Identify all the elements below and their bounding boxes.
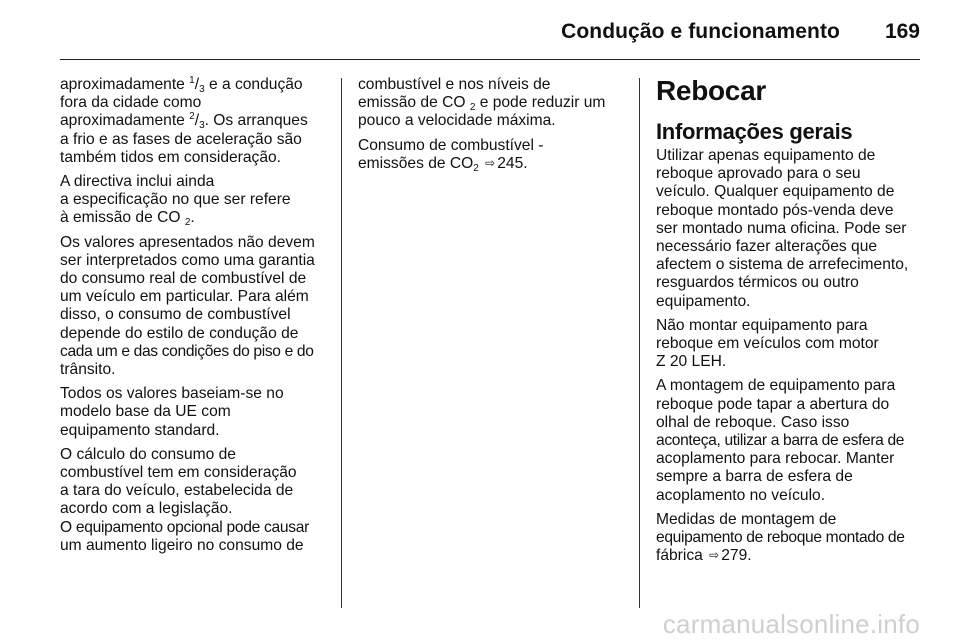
- text-line: trânsito.: [60, 361, 116, 379]
- column-left: [60, 76, 332, 561]
- page-reference-link[interactable]: 245.: [497, 154, 528, 172]
- paragraph-eu-base-model: [60, 385, 332, 440]
- subsection-heading: Informações gerais: [656, 119, 853, 144]
- text-line: equipamento standard.: [60, 421, 220, 439]
- text-line: combustível e nos níveis de: [358, 76, 551, 93]
- text-line: ser montado numa oficina. Pode ser: [656, 219, 907, 237]
- running-header-title: Condução e funcionamento: [561, 20, 840, 43]
- text-line: cada um e das condições do piso e do: [60, 342, 314, 360]
- text-line: necessário fazer alterações que: [656, 238, 878, 256]
- paragraph-approved-equipment: [656, 147, 928, 311]
- text-line: aproximadamente $^1/_3$ e a condução: [60, 75, 303, 95]
- paragraph-mounting-dimensions: [656, 511, 928, 566]
- paragraph-engine-restriction: [656, 317, 928, 372]
- section-heading: Rebocar: [656, 75, 766, 106]
- text-line: Todos os valores baseiam-se no: [60, 385, 284, 403]
- paragraph-directive: [60, 173, 332, 228]
- text-line: acordo com a legislação.: [60, 500, 233, 518]
- text-line: emissão de CO $_2$ e pode reduzir um: [358, 94, 606, 114]
- text-line: também tidos em consideração.: [60, 148, 282, 166]
- text-line: a frio e as fases de aceleração são: [60, 130, 302, 148]
- text-line: olhal de reboque. Caso isso: [656, 413, 850, 431]
- text-line: reboque pode tapar a abertura do: [656, 395, 890, 413]
- header-divider: [60, 59, 920, 60]
- page-reference-arrow-icon: ⇨: [485, 155, 496, 170]
- text-line: reboque em veículos com motor: [656, 335, 879, 353]
- paragraph-calculation: [60, 446, 332, 555]
- text-line: a especificação no que ser refere: [60, 191, 291, 209]
- text-line: A montagem de equipamento para: [656, 377, 896, 395]
- text-line: Medidas de montagem de: [656, 510, 837, 528]
- text-line: A directiva inclui ainda: [60, 173, 215, 191]
- text-line: veículo. Qualquer equipamento de: [656, 183, 895, 201]
- text-line: fábrica ⇨ 279.: [656, 547, 752, 565]
- paragraph-towing-eye: [656, 377, 928, 504]
- text-line: aproximadamente $^2/_3$. Os arranques: [60, 111, 308, 132]
- text-line: O equipamento opcional pode causar: [60, 518, 310, 536]
- page-number: 169: [884, 20, 920, 43]
- text-line: afectem o sistema de arrefecimento,: [656, 256, 909, 274]
- text-line: à emissão de CO $_2$.: [60, 209, 195, 229]
- paragraph-consumption-fractions: [60, 76, 332, 167]
- page-reference-arrow-icon: ⇨: [709, 548, 720, 563]
- column-divider-right: [639, 78, 640, 608]
- paragraph-emission-continued: [358, 76, 630, 131]
- text-line: acoplamento no veículo.: [656, 486, 826, 504]
- text-line: modelo base da UE com: [60, 403, 231, 421]
- paragraph-cross-reference: [358, 137, 630, 173]
- watermark: carmanualsonline.info: [662, 609, 920, 639]
- text-line: resguardos térmicos ou outro: [656, 274, 859, 292]
- text-line: reboque montado pós-venda deve: [656, 201, 894, 219]
- text-line: combustível tem em consideração: [60, 464, 297, 482]
- text-line: aconteça, utilizar a barra de esfera de: [656, 432, 905, 450]
- paragraph-values-disclaimer: [60, 234, 332, 380]
- text-line: Z 20 LEH.: [656, 353, 727, 371]
- text-line: Os valores apresentados não devem: [60, 233, 315, 251]
- column-right: [656, 76, 928, 571]
- text-line: depende do estilo de condução de: [60, 324, 299, 342]
- text-line: a tara do veículo, estabelecida de: [60, 482, 294, 500]
- text-line: equipamento de reboque montado de: [656, 529, 905, 547]
- text-line: Consumo de combustível -: [358, 136, 544, 154]
- text-line: equipamento.: [656, 292, 751, 310]
- text-line: fora da cidade como: [60, 94, 202, 112]
- text-line: pouco a velocidade máxima.: [358, 112, 556, 130]
- text-line: Utilizar apenas equipamento de: [656, 147, 876, 164]
- page-reference-link[interactable]: 279.: [721, 547, 752, 565]
- column-middle: [358, 76, 630, 179]
- text-line: um aumento ligeiro no consumo de: [60, 536, 304, 554]
- text-line: acoplamento para rebocar. Manter: [656, 450, 895, 468]
- text-line: ser interpretados como uma garantia: [60, 251, 315, 269]
- text-line: um veículo em particular. Para além: [60, 288, 309, 306]
- text-line: Não montar equipamento para: [656, 316, 868, 334]
- text-line: O cálculo do consumo de: [60, 445, 236, 463]
- text-line: do consumo real de combustível de: [60, 270, 307, 288]
- text-line: reboque aprovado para o seu: [656, 165, 861, 183]
- text-line: emissões de $CO_2$ ⇨ 245.: [358, 154, 528, 174]
- text-line: sempre a barra de esfera de: [656, 468, 853, 486]
- text-line: disso, o consumo de combustível: [60, 306, 291, 324]
- column-divider-left: [341, 78, 342, 608]
